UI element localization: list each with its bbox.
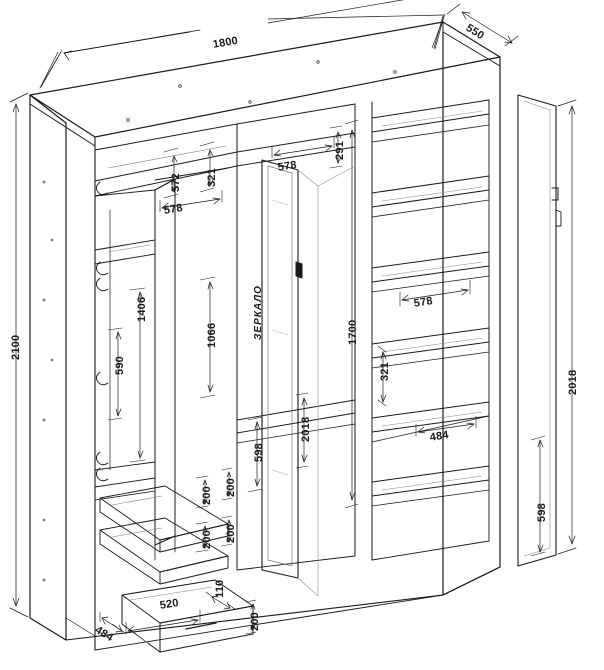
- dim-right-section-height: 1700: [347, 319, 359, 345]
- dim-mid-section-height: 1066: [206, 322, 218, 348]
- dim-right-shelf-depth: 321: [379, 362, 391, 381]
- dim-hanging-rail-left: 1406: [136, 296, 148, 322]
- dim-drawer-side: 484: [92, 624, 116, 645]
- mirror-label: ЗЕРКАЛО: [253, 285, 264, 340]
- dim-top-mid-shelf: 578: [277, 159, 298, 174]
- dim-drawer-2: 200: [225, 478, 237, 497]
- dim-overall-height: 2100: [10, 334, 22, 360]
- dim-drawer-5: 200: [249, 612, 261, 631]
- dim-top-left-shelf-a: 572: [170, 173, 182, 192]
- dim-overall-depth: 550: [463, 22, 487, 43]
- dim-right-door-height: 2018: [567, 369, 579, 395]
- dim-right-drawer-width: 484: [429, 429, 450, 444]
- dim-drawer-front-width: 520: [159, 597, 180, 612]
- dim-drawer-front-depth: 110: [214, 579, 226, 598]
- dim-mirror-door-height: 2018: [300, 416, 312, 442]
- dim-drawer-4: 200: [225, 524, 237, 543]
- dim-mid-lower-height: 598: [253, 443, 265, 462]
- dim-top-right-shelf: 291: [334, 141, 346, 160]
- dim-right-door-lower: 598: [536, 503, 548, 522]
- dim-drawer-1: 200: [201, 486, 213, 505]
- dim-right-shelf-width: 578: [413, 295, 434, 310]
- dim-drawer-3: 200: [201, 530, 213, 549]
- dim-hanging-left-lower: 590: [114, 356, 126, 375]
- dim-top-left-shelf-c: 578: [163, 202, 184, 217]
- dim-top-left-shelf-b: 321: [206, 168, 218, 187]
- dim-overall-width: 1800: [212, 34, 239, 51]
